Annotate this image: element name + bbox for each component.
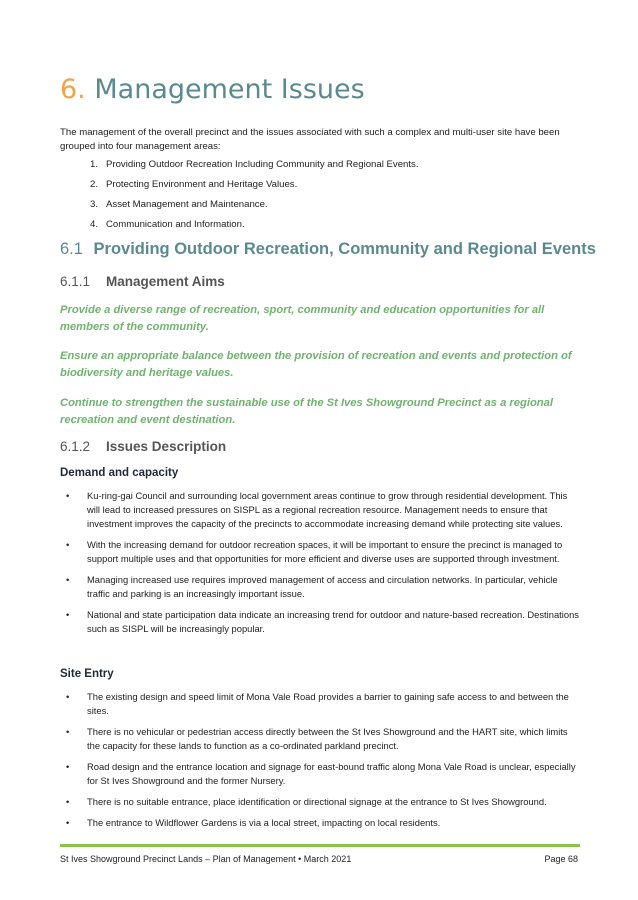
subsection-number: 6.1 [60, 240, 83, 258]
section-title: Management Issues [94, 74, 365, 105]
site-entry-heading: Site Entry [60, 668, 114, 680]
list-item: • Road design and the entrance location and signage for east-bound traffic along Mona Vale Road is unclear, especially for St Ives Showground and the former Nursery. [66, 761, 576, 786]
intro-paragraph: The management of the overall precinct and the issues associated with such a complex and multi-user site have been grouped into four management areas: [60, 127, 560, 152]
subsection-heading [60, 240, 596, 259]
aim-statement: Continue to strengthen the sustainable use of the St Ives Showground Precinct as a regional recreation and event destination. [60, 397, 553, 426]
footer-divider [60, 844, 580, 847]
list-item: 2. Protecting Environment and Heritage Values. [90, 179, 298, 190]
list-item: • With the increasing demand for outdoor recreation spaces, it will be important to ensure the precinct is managed to support multiple uses and that opportunities for more efficient and diverse uses are supported through investment. [66, 539, 563, 564]
demand-capacity-heading: Demand and capacity [60, 467, 179, 479]
list-item: • Managing increased use requires improved management of access and circulation networks. In particular, vehicle traffic and parking is an increasingly important issue. [66, 574, 558, 599]
issues-description-heading: 6.1.2 Issues Description [60, 439, 227, 454]
site-entry-bullet-list [60, 690, 580, 837]
page-number: Page 68 [544, 854, 578, 864]
list-item: • The entrance to Wildflower Gardens is via a local street, impacting on local residents. [66, 817, 441, 828]
list-item: 3. Asset Management and Maintenance. [90, 199, 268, 210]
list-item: 4. Communication and Information. [90, 219, 245, 230]
subsection-title: Providing Outdoor Recreation, Community and Regional Events [93, 240, 596, 258]
list-item: 1. Providing Outdoor Recreation Including Community and Regional Events. [90, 159, 419, 170]
list-item: • National and state participation data indicate an increasing trend for outdoor and nature-based recreation. Destinations such as SISPL will be increasingly popular. [66, 609, 579, 634]
demand-bullet-list [60, 489, 580, 643]
footer-document-title: St Ives Showground Precinct Lands – Plan of Management • March 2021 [60, 854, 352, 864]
section-number: 6. [60, 74, 86, 105]
list-item: • There is no suitable entrance, place identification or directional signage at the entrance to St Ives Showground. [66, 796, 547, 807]
list-item: • Ku-ring-gai Council and surrounding local government areas continue to grow through residential development. This will lead to increased pressures on SISPL as a regional recreation resource. Management needs to ensure that investment improves the capacity of the precincts to accommodate increasing demand while protecting site values. [66, 490, 568, 529]
management-aims-heading: 6.1.1 Management Aims [60, 274, 225, 289]
section-heading [60, 74, 365, 105]
list-item: • There is no vehicular or pedestrian access directly between the St Ives Showground and the HART site, which limits the capacity for these lands to function as a co-ordinated parkland precinct. [66, 726, 568, 751]
aim-statement: Ensure an appropriate balance between the provision of recreation and events and protection of biodiversity and heritage values. [60, 350, 572, 379]
aim-statement: Provide a diverse range of recreation, sport, community and education opportunities for all members of the community. [60, 304, 545, 333]
management-areas-list [60, 158, 419, 238]
list-item: • The existing design and speed limit of Mona Vale Road provides a barrier to gaining safe access to and between the sites. [66, 691, 569, 716]
